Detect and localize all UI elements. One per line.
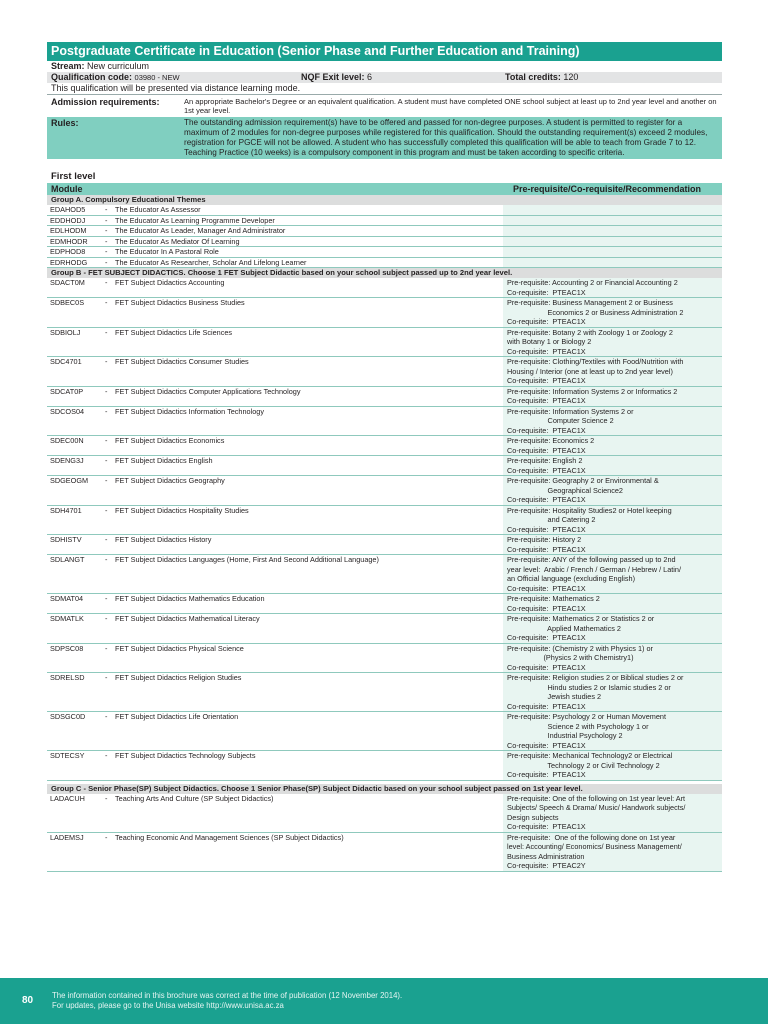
module-code: LADEMSJ <box>50 832 84 842</box>
prerequisite-cell <box>503 407 722 436</box>
module-name: FET Subject Didactics History <box>115 535 212 544</box>
module-code: EDLHODM <box>50 226 87 235</box>
prerequisite-line: Co-requisite: PTEAC1X <box>507 495 586 504</box>
page-footer <box>0 978 768 1024</box>
prerequisite-line: Pre-requisite: Psychology 2 or Human Movement <box>507 712 666 721</box>
prerequisite-line: with Botany 1 or Biology 2 <box>507 337 592 346</box>
module-name: FET Subject Didactics Information Technology <box>115 406 264 416</box>
prerequisite-cell <box>503 506 722 535</box>
prerequisite-line: Pre-requisite: Business Management 2 or Business <box>507 298 673 307</box>
prerequisite-line: Computer Science 2 <box>507 416 614 425</box>
module-name: The Educator As Leader, Manager And Administrator <box>115 226 286 235</box>
module-table <box>47 195 722 872</box>
stream-label: Stream: <box>51 61 85 71</box>
module-name: Teaching Arts And Culture (SP Subject Didactics) <box>115 793 274 803</box>
nqf-level <box>301 72 505 83</box>
module-separator: - <box>105 386 108 396</box>
distance-note: This qualification will be presented via distance learning mode. <box>51 83 301 93</box>
prerequisite-line: Pre-requisite: ANY of the following passed up to 2nd <box>507 555 676 564</box>
module-separator: - <box>105 456 108 465</box>
module-row <box>47 258 722 269</box>
module-name: FET Subject Didactics Mathematical Literacy <box>115 614 260 623</box>
prerequisite-cell <box>503 644 722 673</box>
module-row <box>47 298 722 328</box>
prerequisite-line: Co-requisite: PTEAC1X <box>507 603 586 613</box>
credits-label: Total credits: <box>505 72 561 82</box>
module-row <box>47 794 722 833</box>
module-code: SDHISTV <box>50 535 82 544</box>
module-cell <box>47 237 503 247</box>
stream-row <box>47 61 722 72</box>
prerequisite-line: Pre-requisite: English 2 <box>507 456 583 465</box>
module-code: SDACT0M <box>50 278 85 287</box>
module-row <box>47 387 722 407</box>
group-heading: Group B - FET SUBJECT DIDACTICS. Choose 1 FET Subject Didactic based on your school subject passed up to 2nd year level. <box>47 268 722 278</box>
module-name: Teaching Economic And Management Sciences (SP Subject Didactics) <box>115 832 344 842</box>
module-row <box>47 357 722 387</box>
prerequisite-line: Co-requisite: PTEAC1X <box>507 445 586 455</box>
prerequisite-cell <box>503 278 722 297</box>
module-code: SDLANGT <box>50 555 85 564</box>
prerequisite-line: Pre-requisite: Information Systems 2 or <box>507 406 634 416</box>
prerequisite-line: Co-requisite: PTEAC1X <box>507 662 586 672</box>
prerequisite-cell <box>503 535 722 554</box>
module-name: FET Subject Didactics English <box>115 456 213 465</box>
module-row <box>47 535 722 555</box>
module-cell <box>47 535 503 554</box>
prerequisite-line: Co-requisite: PTEAC1X <box>507 524 586 534</box>
prerequisite-line: Co-requisite: PTEAC1X <box>507 770 586 779</box>
module-cell <box>47 644 503 673</box>
module-row <box>47 328 722 358</box>
module-code: SDTECSY <box>50 751 85 760</box>
module-name: FET Subject Didactics Computer Applications Technology <box>115 386 301 396</box>
module-separator: - <box>105 247 108 256</box>
module-name: FET Subject Didactics Life Orientation <box>115 712 239 721</box>
module-separator: - <box>105 712 108 721</box>
module-cell <box>47 614 503 643</box>
prerequisite-line: Pre-requisite: Accounting 2 or Financial Accounting 2 <box>507 278 678 287</box>
module-code: SDMATLK <box>50 614 84 623</box>
prerequisite-cell <box>503 456 722 475</box>
module-name: FET Subject Didactics Languages (Home, First And Second Additional Language) <box>115 555 379 564</box>
module-cell <box>47 436 503 455</box>
footer-line-1: The information contained in this brochure was correct at the time of publication (12 November 2014). <box>52 991 403 1000</box>
prerequisite-line: an Official language (excluding English) <box>507 574 636 583</box>
module-separator: - <box>105 257 108 267</box>
prerequisite-cell <box>503 216 722 226</box>
module-separator: - <box>105 832 108 842</box>
qualification-code-label: Qualification code: <box>51 72 133 82</box>
module-separator: - <box>105 205 108 214</box>
module-cell <box>47 226 503 236</box>
prerequisite-line: Co-requisite: PTEAC1X <box>507 701 586 711</box>
prerequisite-cell <box>503 673 722 711</box>
prerequisite-line: Pre-requisite: Mathematics 2 <box>507 594 600 603</box>
prerequisite-cell <box>503 387 722 406</box>
prerequisite-line: Pre-requisite: Economics 2 <box>507 436 595 445</box>
module-code: SDRELSD <box>50 673 85 682</box>
module-row <box>47 226 722 237</box>
module-separator: - <box>105 476 108 485</box>
module-cell <box>47 387 503 406</box>
module-name: The Educator As Mediator Of Learning <box>115 236 240 246</box>
module-cell <box>47 712 503 750</box>
module-name: FET Subject Didactics Accounting <box>115 278 225 287</box>
prerequisite-line: Jewish studies 2 <box>507 692 602 701</box>
module-row <box>47 278 722 298</box>
module-row <box>47 712 722 751</box>
module-cell <box>47 833 503 871</box>
qualification-code-value: 03980 - NEW <box>134 73 180 82</box>
prerequisite-line: Pre-requisite: One of the following on 1st year level: Art <box>507 793 686 803</box>
module-separator: - <box>105 751 108 760</box>
prerequisite-line: Economics 2 or Business Administration 2 <box>507 307 684 317</box>
prerequisite-line: Co-requisite: PTEAC1X <box>507 425 586 435</box>
prerequisite-cell <box>503 436 722 455</box>
module-code: SDSGC0D <box>50 712 86 721</box>
prerequisite-line: Applied Mathematics 2 <box>507 623 621 633</box>
prerequisite-line: Co-requisite: PTEAC1X <box>507 740 586 750</box>
prerequisite-cell <box>503 258 722 268</box>
prerequisite-cell <box>503 476 722 505</box>
prerequisite-cell <box>503 226 722 236</box>
prerequisite-line: Co-requisite: PTEAC1X <box>507 583 586 593</box>
module-separator: - <box>105 614 108 623</box>
prerequisite-line: Pre-requisite: (Chemistry 2 with Physics 1) or <box>507 643 653 653</box>
stream-value: New curriculum <box>87 61 150 71</box>
module-separator: - <box>105 236 108 246</box>
module-separator: - <box>105 298 108 307</box>
module-separator: - <box>105 215 108 225</box>
prerequisite-line: Hindu studies 2 or Islamic studies 2 or <box>507 682 671 692</box>
nqf-label: NQF Exit level: <box>301 72 365 82</box>
admission-label: Admission requirements: <box>51 97 160 107</box>
prerequisite-line: level: Accounting/ Economics/ Business Management/ <box>507 842 682 851</box>
module-separator: - <box>105 535 108 544</box>
module-cell <box>47 298 503 327</box>
prerequisite-cell <box>503 594 722 613</box>
prerequisite-line: Pre-requisite: Religion studies 2 or Biblical studies 2 or <box>507 673 684 682</box>
module-separator: - <box>105 643 108 653</box>
prerequisite-cell <box>503 833 722 871</box>
prerequisite-line: Industrial Psychology 2 <box>507 731 623 740</box>
prerequisite-line: Co-requisite: PTEAC1X <box>507 346 586 356</box>
module-row <box>47 407 722 437</box>
prerequisite-cell <box>503 555 722 593</box>
prerequisite-line: year level: Arabic / French / German / Hebrew / Latin/ <box>507 564 681 574</box>
prerequisite-line: Housing / Interior (one at least up to 2nd year level) <box>507 366 673 376</box>
rules-text: The outstanding admission requirement(s) have to be offered and passed for non-degree purposes. A student is permitted to register for a maximum of 2 modules for non-degree purposes while registered for this qualification. Should the outstanding requirement(s) exceed 2 modules, registration for PGCE will not be allowed. A student who has successfully completed this qualification will be able to teach from Grade 7 to 12. Teaching Practice (10 weeks) is a compulsory component in this program and must be taken according to specific criteria. <box>184 118 708 157</box>
module-separator: - <box>105 278 108 287</box>
module-cell <box>47 205 503 215</box>
module-cell <box>47 594 503 613</box>
admission-text: An appropriate Bachelor's Degree or an equivalent qualification. A student must have completed ONE school subject at least up to 2nd year level and another on 1st year level. <box>184 97 717 115</box>
prerequisite-line: Co-requisite: PTEAC1X <box>507 822 586 831</box>
rules-box <box>47 117 722 159</box>
module-cell <box>47 247 503 257</box>
module-row <box>47 247 722 258</box>
module-row <box>47 594 722 614</box>
prerequisite-line: Co-requisite: PTEAC1X <box>507 376 586 385</box>
qualification-page <box>47 42 722 872</box>
prerequisite-line: Pre-requisite: Clothing/Textiles with Food/Nutrition with <box>507 357 684 366</box>
prerequisite-line: Business Administration <box>507 851 585 861</box>
module-name: FET Subject Didactics Business Studies <box>115 298 245 307</box>
prerequisite-line: (Physics 2 with Chemistry1) <box>507 653 634 662</box>
qualification-row <box>47 72 722 83</box>
prerequisite-line: Co-requisite: PTEAC2Y <box>507 861 586 870</box>
prerequisite-line: Pre-requisite: One of the following done on 1st year <box>507 832 676 842</box>
module-name: FET Subject Didactics Hospitality Studies <box>115 505 249 515</box>
module-row <box>47 644 722 674</box>
footer-note <box>52 991 402 1011</box>
module-cell <box>47 673 503 711</box>
module-separator: - <box>105 505 108 515</box>
group-heading: Group C - Senior Phase(SP) Subject Didactics. Choose 1 Senior Phase(SP) Subject Didactic based on your school subject passed on 1st year level. <box>47 784 722 794</box>
prerequisite-cell <box>503 298 722 327</box>
prerequisite-line: Co-requisite: PTEAC1X <box>507 633 586 642</box>
module-code: LADACUH <box>50 793 85 803</box>
module-code: EDPHOD8 <box>50 247 86 256</box>
level-heading: First level <box>51 171 96 182</box>
module-row <box>47 456 722 476</box>
prerequisite-line: Pre-requisite: Mechanical Technology2 or Electrical <box>507 751 673 760</box>
prerequisite-line: Pre-requisite: Hospitality Studies2 or Hotel keeping <box>507 505 672 515</box>
rules-label: Rules: <box>51 118 79 128</box>
module-cell <box>47 357 503 386</box>
module-row <box>47 751 722 781</box>
prerequisite-line: Technology 2 or Civil Technology 2 <box>507 760 660 770</box>
module-cell <box>47 506 503 535</box>
credits-value: 120 <box>563 72 579 82</box>
module-code: SDBEC0S <box>50 298 85 307</box>
module-separator: - <box>105 673 108 682</box>
module-row <box>47 237 722 248</box>
prerequisite-cell <box>503 357 722 386</box>
module-code: EDDHODJ <box>50 215 86 225</box>
prerequisite-cell <box>503 751 722 780</box>
module-name: FET Subject Didactics Life Sciences <box>115 327 233 337</box>
module-row <box>47 506 722 536</box>
module-row <box>47 436 722 456</box>
module-separator: - <box>105 226 108 235</box>
prerequisite-line: Pre-requisite: Botany 2 with Zoology 1 or Zoology 2 <box>507 327 673 337</box>
module-column-header: Module <box>51 184 83 194</box>
module-code: SDCAT0P <box>50 386 84 396</box>
qualification-title: Postgraduate Certificate in Education (Senior Phase and Further Education and Training) <box>47 42 722 61</box>
module-code: SDENG3J <box>50 456 84 465</box>
admission-requirements <box>47 94 722 115</box>
module-separator: - <box>105 327 108 337</box>
group-heading: Group A. Compulsory Educational Themes <box>47 195 722 205</box>
module-row <box>47 216 722 227</box>
prerequisite-line: Design subjects <box>507 812 559 822</box>
prerequisite-cell <box>503 794 722 832</box>
module-cell <box>47 278 503 297</box>
module-name: FET Subject Didactics Geography <box>115 476 225 485</box>
module-name: The Educator As Learning Programme Developer <box>115 215 275 225</box>
total-credits <box>505 72 578 83</box>
module-code: SDMAT04 <box>50 594 84 603</box>
module-separator: - <box>105 594 108 603</box>
module-separator: - <box>105 793 108 803</box>
prerequisite-line: Pre-requisite: Geography 2 or Environmental & <box>507 476 659 485</box>
module-name: FET Subject Didactics Mathematics Education <box>115 594 265 603</box>
prerequisite-line: Subjects/ Speech & Drama/ Music/ Handwork subjects/ <box>507 803 686 812</box>
module-row <box>47 673 722 712</box>
module-code: SDC4701 <box>50 357 82 366</box>
module-code: SDPSC08 <box>50 643 84 653</box>
module-code: SDGEOGM <box>50 476 89 485</box>
page-number: 80 <box>22 995 34 1006</box>
prereq-column-header: Pre-requisite/Co-requisite/Recommendation <box>513 184 702 194</box>
module-row <box>47 476 722 506</box>
module-code: EDAHOD5 <box>50 205 86 214</box>
module-code: EDMHODR <box>50 236 88 246</box>
prerequisite-cell <box>503 247 722 257</box>
module-cell <box>47 216 503 226</box>
module-separator: - <box>105 357 108 366</box>
prerequisite-cell <box>503 712 722 750</box>
prerequisite-line: Pre-requisite: Information Systems 2 or Informatics 2 <box>507 386 678 396</box>
module-separator: - <box>105 406 108 416</box>
prerequisite-cell <box>503 205 722 215</box>
module-row <box>47 833 722 872</box>
module-cell <box>47 328 503 357</box>
prerequisite-cell <box>503 328 722 357</box>
module-row <box>47 555 722 594</box>
module-cell <box>47 407 503 436</box>
prerequisite-line: Pre-requisite: Mathematics 2 or Statistics 2 or <box>507 614 655 623</box>
qualification-code <box>51 72 301 83</box>
module-name: FET Subject Didactics Technology Subjects <box>115 751 256 760</box>
module-code: SDCOS04 <box>50 406 85 416</box>
prerequisite-line: Pre-requisite: History 2 <box>507 535 582 544</box>
prerequisite-cell <box>503 614 722 643</box>
module-name: FET Subject Didactics Religion Studies <box>115 673 242 682</box>
prerequisite-line: Science 2 with Psychology 1 or <box>507 721 649 731</box>
prerequisite-line: and Catering 2 <box>507 515 596 524</box>
module-name: FET Subject Didactics Economics <box>115 436 225 445</box>
module-name: The Educator In A Pastoral Role <box>115 247 219 256</box>
module-separator: - <box>105 555 108 564</box>
module-cell <box>47 456 503 475</box>
module-code: SDBIOLJ <box>50 327 81 337</box>
module-cell <box>47 794 503 832</box>
nqf-value: 6 <box>367 72 373 82</box>
module-cell <box>47 751 503 780</box>
module-row <box>47 205 722 216</box>
module-cell <box>47 258 503 268</box>
module-code: SDH4701 <box>50 505 82 515</box>
prerequisite-line: Co-requisite: PTEAC1X <box>507 396 586 405</box>
module-name: The Educator As Assessor <box>115 205 201 214</box>
module-code: SDEC00N <box>50 436 84 445</box>
prerequisite-line: Co-requisite: PTEAC1X <box>507 465 586 475</box>
module-name: FET Subject Didactics Physical Science <box>115 643 244 653</box>
prerequisite-cell <box>503 237 722 247</box>
footer-line-2: For updates, please go to the Unisa website http://www.unisa.ac.za <box>52 1001 284 1010</box>
module-cell <box>47 476 503 505</box>
prerequisite-line: Co-requisite: PTEAC1X <box>507 287 586 297</box>
module-name: FET Subject Didactics Consumer Studies <box>115 357 249 366</box>
module-name: The Educator As Researcher, Scholar And Lifelong Learner <box>115 257 307 267</box>
prerequisite-line: Co-requisite: PTEAC1X <box>507 317 586 326</box>
module-row <box>47 614 722 644</box>
module-code: EDRHODG <box>50 257 88 267</box>
prerequisite-line: Co-requisite: PTEAC1X <box>507 544 586 554</box>
prerequisite-line: Geographical Science2 <box>507 485 623 495</box>
module-cell <box>47 555 503 593</box>
module-separator: - <box>105 436 108 445</box>
table-header <box>47 183 722 195</box>
